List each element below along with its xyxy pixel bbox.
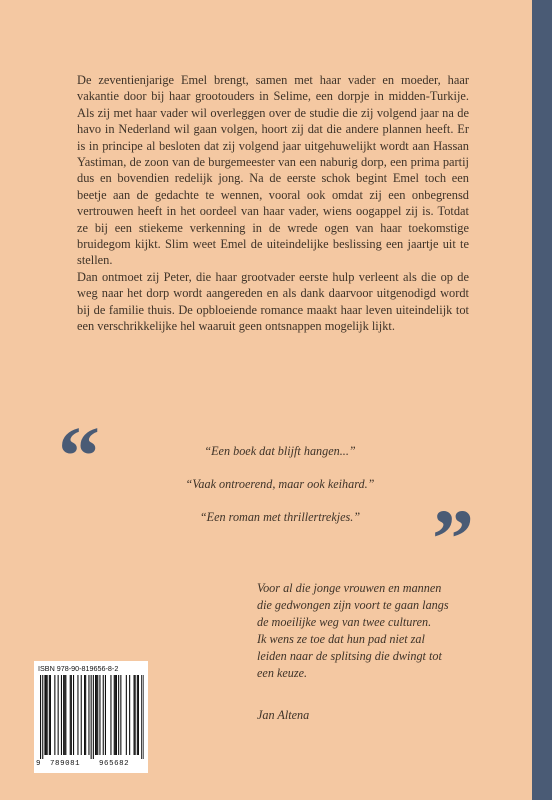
barcode-bar [120, 675, 121, 755]
barcode-bar [77, 675, 78, 755]
review-quote-2: “Vaak ontroerend, maar ook keihard.” [185, 477, 375, 491]
barcode-bar [141, 675, 142, 759]
barcode-bar [73, 675, 74, 755]
barcode-left-digits: 789081 [50, 760, 81, 768]
barcode-bar [64, 675, 65, 755]
barcode-bar [126, 675, 127, 755]
barcode-bar [118, 675, 119, 755]
barcode-bar [50, 675, 51, 755]
barcode-bar [129, 675, 130, 755]
dedication-line-2: die gedwongen zijn voort te gaan langs [257, 598, 449, 612]
barcode-bar [49, 675, 50, 755]
barcode-bar [143, 675, 144, 759]
barcode-bar [40, 675, 41, 759]
barcode-bar [114, 675, 115, 755]
barcode-bar [105, 675, 106, 755]
back-cover-blurb [77, 72, 469, 335]
open-quote-mark-icon: “ [58, 410, 100, 503]
close-quote-mark-icon: ” [432, 493, 474, 586]
barcode-bar [116, 675, 117, 755]
blurb-paragraph-2: Dan ontmoet zij Peter, die haar grootvader eerste hulp verleent als die op de weg naar het dorp wordt aangereden en als dank daarvoor uitgenodigd wordt bij de familie thuis. De opbloeiende romance maakt haar leven uiteindelijk tot een verschrikkelijke hel waaruit geen ontsnappen mogelijk lijkt. [77, 269, 469, 334]
book-spine-stripe [532, 0, 552, 800]
barcode-bar [88, 675, 89, 755]
barcode-bars [38, 675, 144, 759]
barcode-bar [134, 675, 135, 755]
barcode-bar [135, 675, 136, 755]
barcode-bar [63, 675, 64, 755]
barcode-bar [103, 675, 104, 755]
barcode-bar [46, 675, 47, 755]
barcode-bar [99, 675, 100, 755]
author-signature: Jan Altena [257, 708, 310, 722]
barcode-bar [95, 675, 96, 755]
barcode-bar [54, 675, 55, 755]
barcode-bar [96, 675, 97, 755]
review-quote-1: “Een boek dat blijft hangen...” [204, 444, 356, 458]
dedication-line-3: de moeilijke weg van twee culturen. [257, 615, 432, 629]
barcode-bar [71, 675, 72, 755]
review-quote-3: “Een roman met thrillertrekjes.” [199, 510, 361, 524]
barcode-bar [97, 675, 98, 755]
barcode-bar [42, 675, 43, 759]
barcode-bar [47, 675, 48, 755]
barcode-bar [85, 675, 86, 755]
dedication-line-6: een keuze. [257, 666, 308, 680]
barcode-bar [137, 675, 138, 755]
barcode-bar [44, 675, 45, 755]
barcode-right-digits: 965682 [99, 760, 130, 768]
isbn-label: ISBN 978-90-819656-8-2 [38, 664, 119, 673]
barcode-bar [91, 675, 92, 759]
barcode-bar [70, 675, 71, 755]
dedication [257, 580, 497, 682]
dedication-line-5: leiden naar de splitsing die dwingt tot [257, 649, 442, 663]
blurb-paragraph-1: De zeventienjarige Emel brengt, samen met haar vader en moeder, haar vakantie door bij haar grootouders in Selime, een dorpje in midden-Turkije. Als zij met haar vader wil overleggen over de studie die zij volgend jaar na de havo in Nederland wil gaan volgen, hoort zij dat die andere plannen heeft. Er is in principe al besloten dat zij volgend jaar uitgehuwelijkt wordt aan Hassan Yastiman, de zoon van de burgemeester van een naburig dorp, een prima partij dus en bovendien redelijk jong. Na de eerste schok begint Emel toch een beetje aan de gedachte te wennen, vooral ook omdat zij een onbegrensd vertrouwen heeft in het oordeel van haar vader, wiens oogappel zij is. Totdat ze bij een stiekeme verkenning in de wrede ogen van haar toekomstige bruidegom kijkt. Slim weet Emel de uiteindelijke beslissing een jaartje uit te stellen. [77, 73, 469, 268]
dedication-line-4: Ik wens ze toe dat hun pad niet zal [257, 632, 425, 646]
barcode-bar [84, 675, 85, 755]
barcode-bar [138, 675, 139, 755]
barcode-bar [81, 675, 82, 755]
barcode-bar [58, 675, 59, 755]
barcode-bar [115, 675, 116, 755]
barcode-bar [110, 675, 111, 755]
isbn-barcode [34, 661, 148, 773]
barcode-lead-digit: 9 [36, 760, 41, 768]
barcode-bar [61, 675, 62, 755]
barcode-bar [65, 675, 66, 755]
dedication-line-1: Voor al die jonge vrouwen en mannen [257, 581, 442, 595]
barcode-bar [93, 675, 94, 759]
